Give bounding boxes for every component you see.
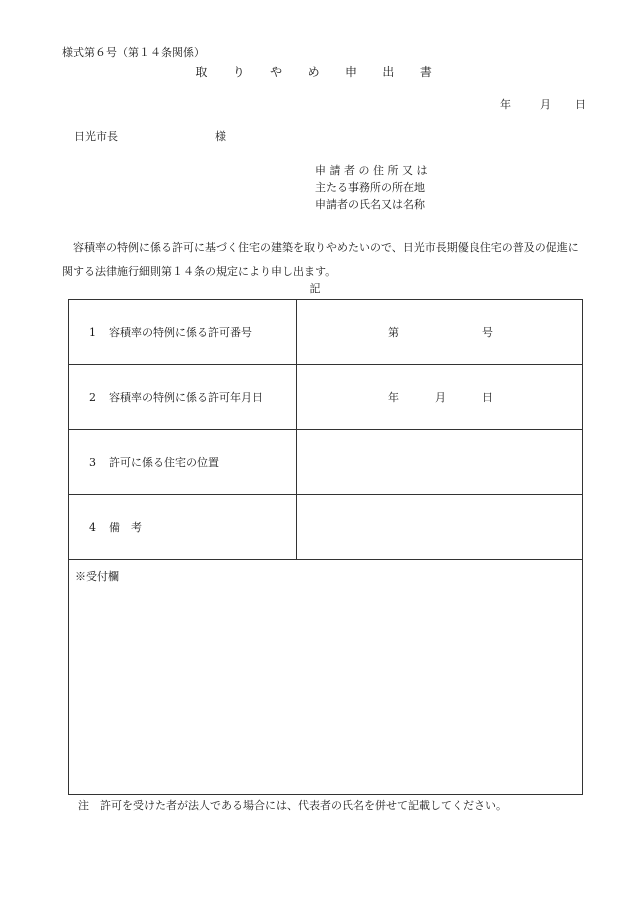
applicant-address-label: 申 請 者 の 住 所 又 は: [315, 164, 428, 177]
applicant-block: [315, 162, 427, 213]
location-label: [69, 430, 297, 494]
permit-date-label: [69, 365, 297, 429]
row-number: 1: [89, 325, 96, 339]
footnote-mark: 注: [78, 799, 89, 812]
addressee-suffix: 様: [215, 130, 226, 143]
permit-date-month: 月: [435, 391, 446, 404]
ki-heading: 記: [309, 282, 321, 295]
table-row-location: [69, 430, 582, 495]
document-title: 取 り や め 申 出 書: [195, 65, 443, 79]
permit-date-day: 日: [482, 391, 493, 404]
reception-label: ※受付欄: [75, 570, 119, 583]
body-text: 容積率の特例に係る許可に基づく住宅の建築を取りやめたいので、日光市長期優良住宅の普及の促進に関する法律施行細則第１４条の規定により申し出ます。: [62, 241, 579, 278]
permit-number-suffix: 号: [482, 326, 493, 339]
date-line: [500, 99, 586, 110]
date-month-label: 月: [540, 98, 551, 111]
addressee-name: 日光市長: [74, 130, 118, 143]
permit-number-prefix: 第: [388, 326, 399, 339]
applicant-office-label: 主たる事務所の所在地: [315, 181, 425, 194]
table-row-remarks: [69, 495, 582, 560]
footnote-text: 許可を受けた者が法人である場合には、代表者の氏名を併せて記載してください。: [100, 799, 507, 812]
date-year-label: 年: [500, 98, 511, 111]
row-number: 3: [89, 455, 96, 469]
row-label: 許可に係る住宅の位置: [109, 456, 219, 469]
row-number: 2: [89, 390, 96, 404]
row-label: 備 考: [109, 521, 142, 534]
remarks-field[interactable]: [297, 495, 582, 559]
date-day-label: 日: [575, 98, 586, 111]
permit-date-field[interactable]: [297, 365, 582, 429]
permit-date-year: 年: [388, 391, 399, 404]
row-number: 4: [89, 520, 96, 534]
form-table: [68, 299, 583, 795]
location-field[interactable]: [297, 430, 582, 494]
form-number: 様式第６号（第１４条関係）: [62, 46, 205, 59]
row-label: 容積率の特例に係る許可番号: [109, 326, 252, 339]
table-row-permit-number: [69, 300, 582, 365]
applicant-name-label: 申請者の氏名又は名称: [315, 198, 425, 211]
remarks-label: [69, 495, 297, 559]
permit-number-field[interactable]: [297, 300, 582, 364]
permit-number-label: [69, 300, 297, 364]
footnote: [78, 800, 507, 811]
table-row-permit-date: [69, 365, 582, 430]
row-label: 容積率の特例に係る許可年月日: [109, 391, 263, 404]
